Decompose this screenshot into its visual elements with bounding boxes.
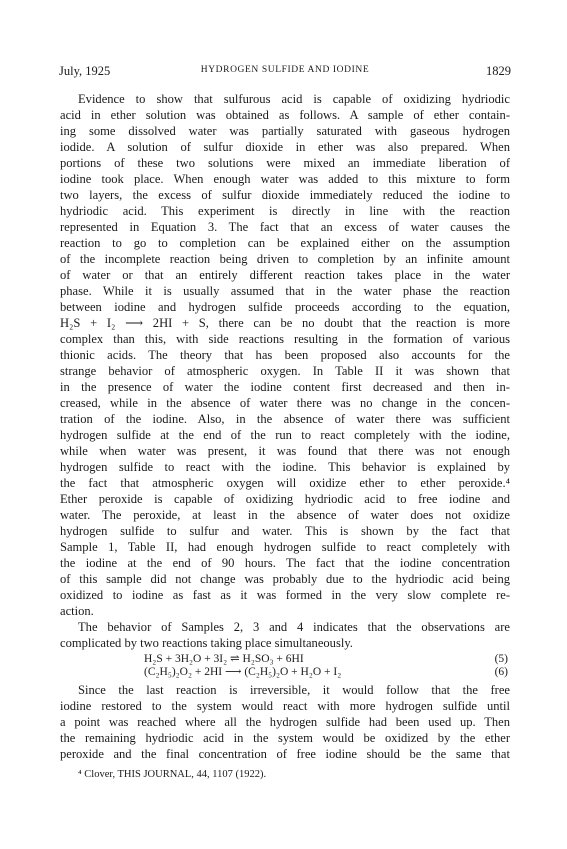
text-line: hydrogen sulfide at the end of the run to react completely with the iodine, bbox=[60, 428, 510, 442]
text-line: complex than this, with side reactions resulting in the formation of various bbox=[60, 332, 510, 346]
text-line: strange behavior of atmospheric oxygen. In Table II it was shown that bbox=[60, 364, 510, 378]
text-line: thionic acids. The theory that has been proposed also accounts for the bbox=[60, 348, 510, 362]
footnote: ⁴ Clover, THIS JOURNAL, 44, 1107 (1922). bbox=[78, 769, 267, 780]
text-line: the iodine at the end of 90 hours. The fact that the iodine concentration bbox=[60, 556, 510, 570]
text-line: ing some dissolved water was partially saturated with gaseous hydrogen bbox=[60, 124, 510, 138]
text-line: of this sample did not change was probably due to the hydriodic acid being bbox=[60, 572, 510, 586]
text-line: in the presence of water the iodine content first decreased and then in- bbox=[60, 380, 510, 394]
text-line: portions of these two solutions were mixed an immediate liberation of bbox=[60, 156, 510, 170]
text-line: the fact that atmospheric oxygen will oxidize ether to ether peroxide.⁴ bbox=[60, 476, 510, 490]
paragraph-1 bbox=[60, 91, 510, 619]
text-line: oxidized to iodine as fast as it was formed in the very slow complete re- bbox=[60, 588, 510, 602]
header-title: HYDROGEN SULFIDE AND IODINE bbox=[200, 65, 370, 75]
text-line: hydriodic acid. This experiment is directly in line with the reaction bbox=[60, 204, 510, 218]
text-line: H₂S + I₂ ⟶ 2HI + S, there can be no doubt that the reaction is more bbox=[60, 316, 510, 330]
text-line: of water or that an entirely different reaction takes place in the water bbox=[60, 268, 510, 282]
equation-formula: H₂S + 3H₂O + 3I₂ ⇌ H₂SO₃ + 6HI bbox=[144, 653, 304, 665]
text-line: action. bbox=[60, 604, 94, 618]
header-date: July, 1925 bbox=[59, 64, 111, 78]
equation-number: (5) bbox=[494, 653, 508, 665]
text-line: represented in Equation 3. The fact that an excess of water causes the bbox=[60, 220, 510, 234]
text-line: acid in ether solution was obtained as follows. A sample of ether contain- bbox=[60, 108, 510, 122]
text-line: iodine took place. When enough water was added to this mixture to form bbox=[60, 172, 510, 186]
equation-block bbox=[60, 651, 510, 682]
equation-number: (6) bbox=[494, 665, 508, 678]
text-line: the remaining hydriodic acid in the system would be oxidized by the ether bbox=[60, 731, 510, 745]
text-line: The behavior of Samples 2, 3 and 4 indicates that the observations are bbox=[78, 620, 510, 634]
text-line: hydrogen sulfide to sulfur and water. This is shown by the fact that bbox=[60, 524, 510, 538]
text-line: two layers, the excess of sulfur dioxide immediately reduced the iodine to bbox=[60, 188, 510, 202]
text-line: iodide. A solution of sulfur dioxide in ether was also prepared. When bbox=[60, 140, 510, 154]
text-line: Sample 1, Table II, had enough hydrogen sulfide to react completely with bbox=[60, 540, 510, 554]
running-header bbox=[59, 64, 511, 80]
text-line: hydrogen sulfide to react with the iodine. This behavior is explained by bbox=[60, 460, 510, 474]
equation-5 bbox=[60, 653, 510, 666]
text-line: tration of the iodine. Also, in the absence of water there was sufficient bbox=[60, 412, 510, 426]
paragraph-2 bbox=[60, 619, 510, 651]
text-line: Since the last reaction is irreversible, it would follow that the free bbox=[78, 683, 510, 697]
text-line: reaction to go to completion can be explained either on the assumption bbox=[60, 236, 510, 250]
page-number: 1829 bbox=[486, 64, 511, 78]
text-line: of the incomplete reaction being driven to completion by an infinite amount bbox=[60, 252, 510, 266]
text-line: Evidence to show that sulfurous acid is capable of oxidizing hydriodic bbox=[78, 92, 510, 106]
text-line: between iodine and hydrogen sulfide proceeds according to the equation, bbox=[60, 300, 510, 314]
equation-formula: (C₂H₅)₂O₂ + 2HI ⟶ (C₂H₅)₂O + H₂O + I₂ bbox=[144, 665, 342, 678]
text-line: phase. While it is usually assumed that in the water phase the reaction bbox=[60, 284, 510, 298]
text-line: while when water was present, it was found that there was not enough bbox=[60, 444, 510, 458]
paragraph-3 bbox=[60, 682, 510, 762]
text-line: Ether peroxide is capable of oxidizing hydriodic acid to free iodine and bbox=[60, 492, 510, 506]
text-line: a point was reached where all the hydrogen sulfide had been used up. Then bbox=[60, 715, 510, 729]
text-line: complicated by two reactions taking place simultaneously. bbox=[60, 636, 353, 650]
text-line: water. The peroxide, at least in the absence of water does not oxidize bbox=[60, 508, 510, 522]
equation-6 bbox=[60, 666, 510, 679]
article-body bbox=[60, 91, 510, 762]
text-line: peroxide and the final concentration of free iodine should be the same that bbox=[60, 747, 510, 761]
text-line: creased, while in the absence of water there was no change in the concen- bbox=[60, 396, 510, 410]
text-line: iodine restored to the system would react with more hydrogen sulfide until bbox=[60, 699, 510, 713]
